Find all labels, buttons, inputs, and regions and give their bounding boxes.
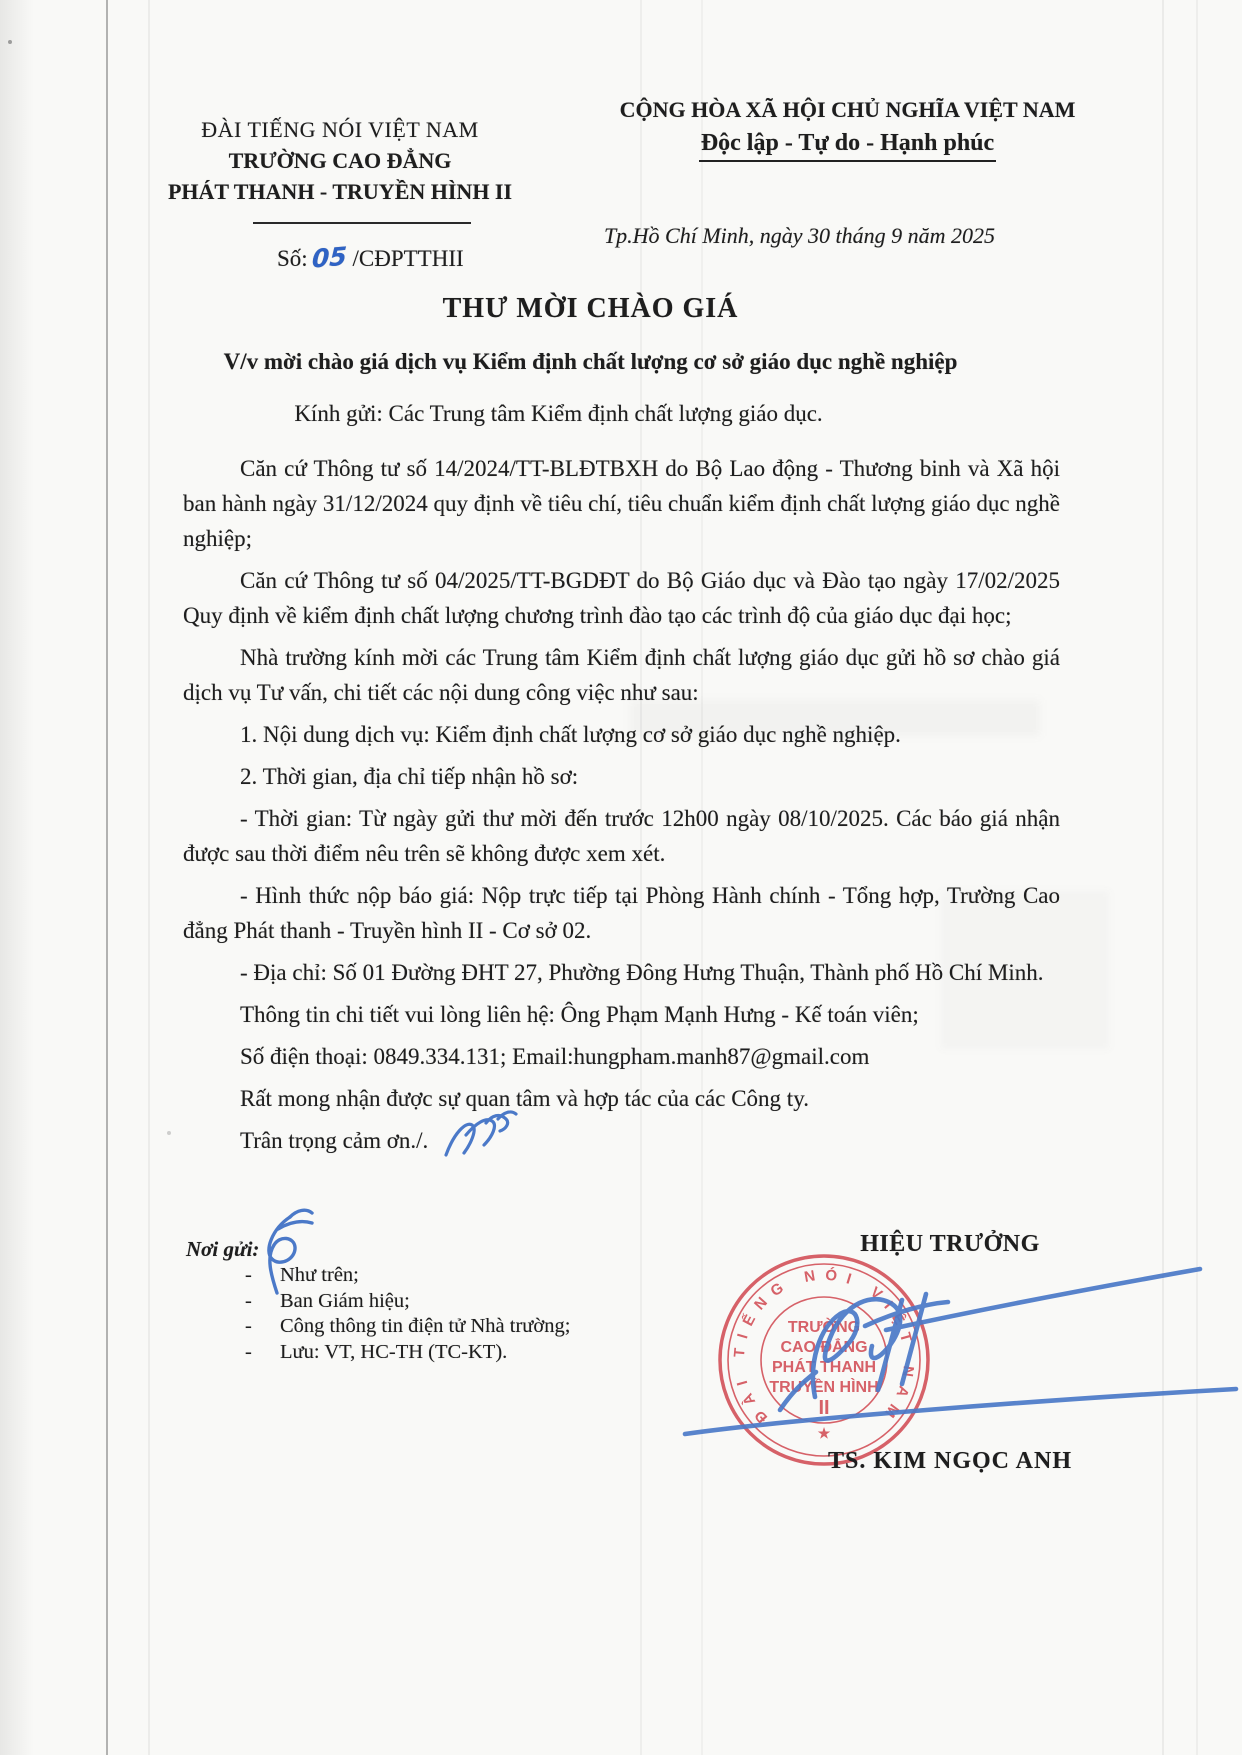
signer-title: HIỆU TRƯỞNG (860, 1231, 1040, 1257)
paragraph-service-content: 1. Nội dung dịch vụ: Kiểm định chất lượng cơ sở giáo dục nghề nghiệp. (240, 722, 901, 747)
recipient-item: - Công thông tin điện tử Nhà trường; (245, 1315, 571, 1337)
recipient-item: - Ban Giám hiệu; (245, 1289, 410, 1312)
stamp-line: TRƯỜNG (787, 1319, 861, 1336)
letter-subject: V/v mời chào giá dịch vụ Kiểm định chất lượng cơ sở giáo dục nghề nghiệp (223, 349, 958, 374)
stamp-line: TRUYỀN HÌNH (769, 1379, 879, 1396)
scanner-line (106, 0, 108, 1755)
place-and-date: Tp.Hồ Chí Minh, ngày 30 tháng 9 năm 2025 (603, 223, 996, 248)
recipients-list (245, 1263, 570, 1365)
handwritten-doc-number: 05 (310, 241, 348, 274)
paragraph-legal-basis-2: Căn cứ Thông tư số 04/2025/TT-BGDĐT do Bộ Giáo dục và Đào tạo ngày 17/02/2025 Quy định về kiểm định chất lượng chương trình đào tạo các trình độ của giáo dục đại học; (183, 568, 1060, 628)
recipients-label: Nơi gửi: (186, 1237, 260, 1261)
letter-title: THƯ MỜI CHÀO GIÁ (442, 293, 739, 324)
handwritten-initials-icon (436, 1109, 518, 1165)
scan-speck (8, 40, 12, 44)
paragraph-submission: - Hình thức nộp báo giá: Nộp trực tiếp tại Phòng Hành chính - Tổng hợp, Trường Cao đẳng Phát thanh - Truyền hình II - Cơ sở 02. (183, 883, 1060, 943)
paragraph-address: - Địa chỉ: Số 01 Đường ĐHT 27, Phường Đông Hưng Thuận, Thành phố Hồ Chí Minh. (240, 960, 1044, 985)
stamp-line: CAO ĐẲNG (780, 1339, 868, 1356)
org-name-line2: PHÁT THANH - TRUYỀN HÌNH II (167, 179, 513, 204)
stamp-line: PHÁT THANH (772, 1359, 876, 1376)
org-name-line1: TRƯỜNG CAO ĐẲNG (228, 148, 452, 173)
paragraph-time-heading: 2. Thời gian, địa chỉ tiếp nhận hồ sơ: (240, 764, 579, 789)
paragraph-invitation: Nhà trường kính mời các Trung tâm Kiểm định chất lượng giáo dục gửi hồ sơ chào giá dịch vụ Tư vấn, chi tiết các nội dung công việc như sau: (183, 645, 1060, 705)
letter-body (183, 451, 1060, 1165)
doc-number-prefix: Số: (277, 246, 308, 271)
paragraph-contact: Thông tin chi tiết vui lòng liên hệ: Ông Phạm Mạnh Hưng - Kế toán viên; (240, 1002, 919, 1027)
document-number (277, 243, 464, 272)
paragraph-deadline: - Thời gian: Từ ngày gửi thư mời đến trước 12h00 ngày 08/10/2025. Các báo giá nhận được sau thời điểm nêu trên sẽ không được xem xét. (183, 806, 1060, 866)
header-divider (253, 222, 471, 224)
signature-handwriting-icon (640, 1242, 1240, 1462)
stamp-star-icon: ★ (817, 1425, 831, 1441)
paragraph-phone-email: Số điện thoại: 0849.334.131; Email:hungpham.manh87@gmail.com (240, 1044, 870, 1069)
closing-line: Trân trọng cảm ơn./. (183, 1123, 1060, 1158)
scanner-line (1162, 0, 1164, 1755)
paragraph-hope: Rất mong nhận được sự quan tâm và hợp tác của các Công ty. (240, 1086, 809, 1111)
scanner-line (148, 0, 150, 1755)
signer-name: TS. KIM NGỌC ANH (827, 1448, 1073, 1474)
salutation: Kính gửi: Các Trung tâm Kiểm định chất lượng giáo dục. (294, 401, 823, 426)
scanner-line (1196, 0, 1198, 1755)
recipient-item: - Như trên; (245, 1264, 359, 1286)
national-motto-line2: Độc lập - Tự do - Hạnh phúc (560, 130, 1135, 162)
recipient-item: - Lưu: VT, HC-TH (TC-KT). (245, 1340, 508, 1363)
paragraph-legal-basis-1: Căn cứ Thông tư số 14/2024/TT-BLĐTBXH do Bộ Lao động - Thương binh và Xã hội ban hành ngày 31/12/2024 quy định về tiêu chí, tiêu chuẩn kiểm định chất lượng giáo dục nghề nghiệp; (183, 456, 1060, 551)
national-motto-line1: CỘNG HÒA XÃ HỘI CHỦ NGHĨA VIỆT NAM (619, 97, 1076, 122)
doc-number-suffix: /CĐPTTHII (352, 246, 464, 271)
scan-speck (167, 1131, 171, 1135)
stamp-ring-text: ĐÀI TIẾNG NÓI VIỆT NAM (730, 1266, 917, 1427)
org-parent-name: ĐÀI TIẾNG NÓI VIỆT NAM (201, 117, 479, 142)
scan-edge-shadow (0, 0, 34, 1755)
stamp-line: II (818, 1397, 830, 1419)
